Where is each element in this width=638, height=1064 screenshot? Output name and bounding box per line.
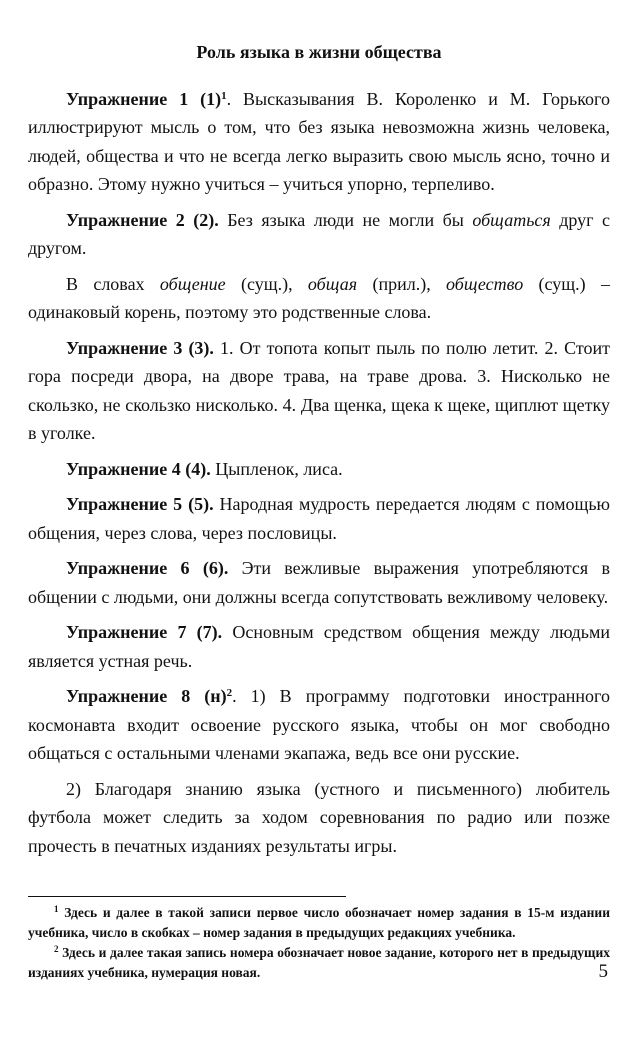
exercise-8-continuation: 2) Благодаря знанию языка (устного и письменного) любитель футбола может следить за ходом соревнования по радио или позже прочесть в печатных изданиях результаты игры. bbox=[28, 778, 610, 856]
exercise-6: Упражнение 6 (6). Эти вежливые выражения употребляются в общении с людьми, они должны всегда сопутствовать вежливому человеку. bbox=[28, 558, 610, 607]
exercise-6-label: Упражнение 6 (6). bbox=[66, 558, 229, 578]
exercise-7-label: Упражнение 7 (7). bbox=[66, 622, 223, 642]
emphasized-word: общаться bbox=[472, 209, 551, 230]
footnote-2: $^2$ Здесь и далее такая запись номера обозначает новое задание, которого нет в предыдущих изданиях учебника, нумерация новая. bbox=[28, 944, 610, 980]
exercise-3-label: Упражнение 3 (3). bbox=[66, 337, 214, 358]
exercise-5-label: Упражнение 5 (5). bbox=[66, 494, 214, 514]
exercise-4: Упражнение 4 (4). Цыпленок, лиса. bbox=[66, 458, 343, 479]
footnote-1: $^1$ Здесь и далее в такой записи первое число обозначает номер задания в 15-м издании учебника, число в скобках – номер задания в предыдущих редакциях учебника. bbox=[28, 904, 610, 940]
footnote-ref-2[interactable]: 2 bbox=[226, 687, 233, 699]
exercise-2-label: Упражнение 2 (2). bbox=[66, 209, 219, 230]
exercise-2-continuation: В словах общение (сущ.), общая (прил.), общество (сущ.) – одинаковый корень, поэтому это родственные слова. bbox=[28, 273, 610, 322]
footnote-ref-1[interactable]: 1 bbox=[221, 89, 227, 102]
exercise-8: Упражнение 8 $(н)^2$. 1) В программу подготовки иностранного космонавта входит освоение русского языка, чтобы он мог свободно общаться с остальными членами экапажа, ведь все они русские. bbox=[28, 686, 610, 763]
exercise-7: Упражнение 7 (7). Основным средством общения между людьми является устная речь. bbox=[28, 622, 610, 671]
exercise-1 bbox=[28, 85, 610, 199]
exercise-5: Упражнение 5 (5). Народная мудрость передается людям с помощью общения, через слова, через пословицы. bbox=[28, 494, 611, 543]
page-number: 5 bbox=[598, 961, 608, 982]
exercise-1-label: Упражнение 1 $(1)^1$ bbox=[66, 88, 227, 109]
exercise-1-text: . Высказывания В. Короленко и М. Горького иллюстрируют мысль о том, что без языка невозможна жизнь человека, людей, общества и что не всегда легко выразить свою мысль ясно, точно и образно. Этому нужно учиться – учиться упорно, терпеливо. bbox=[28, 88, 610, 194]
footnote-divider bbox=[28, 896, 346, 897]
exercise-4-label: Упражнение 4 (4). bbox=[66, 458, 211, 479]
exercise-8-label: Упражнение 8 $(н)^2$ bbox=[66, 686, 233, 706]
exercise-2: Упражнение 2 (2). Без языка люди не могли бы общаться друг с другом. bbox=[28, 209, 611, 258]
page-title: Роль языка в жизни общества bbox=[196, 42, 442, 62]
exercise-3: Упражнение 3 (3). 1. От топота копыт пыль по полю летит. 2. Стоит гора посреди двора, на дворе трава, на траве дрова. 3. Нисколько не скользко, не скользко нисколько. 4. Два щенка, щека к щеке, щиплют щетку в уголке. bbox=[28, 337, 610, 443]
